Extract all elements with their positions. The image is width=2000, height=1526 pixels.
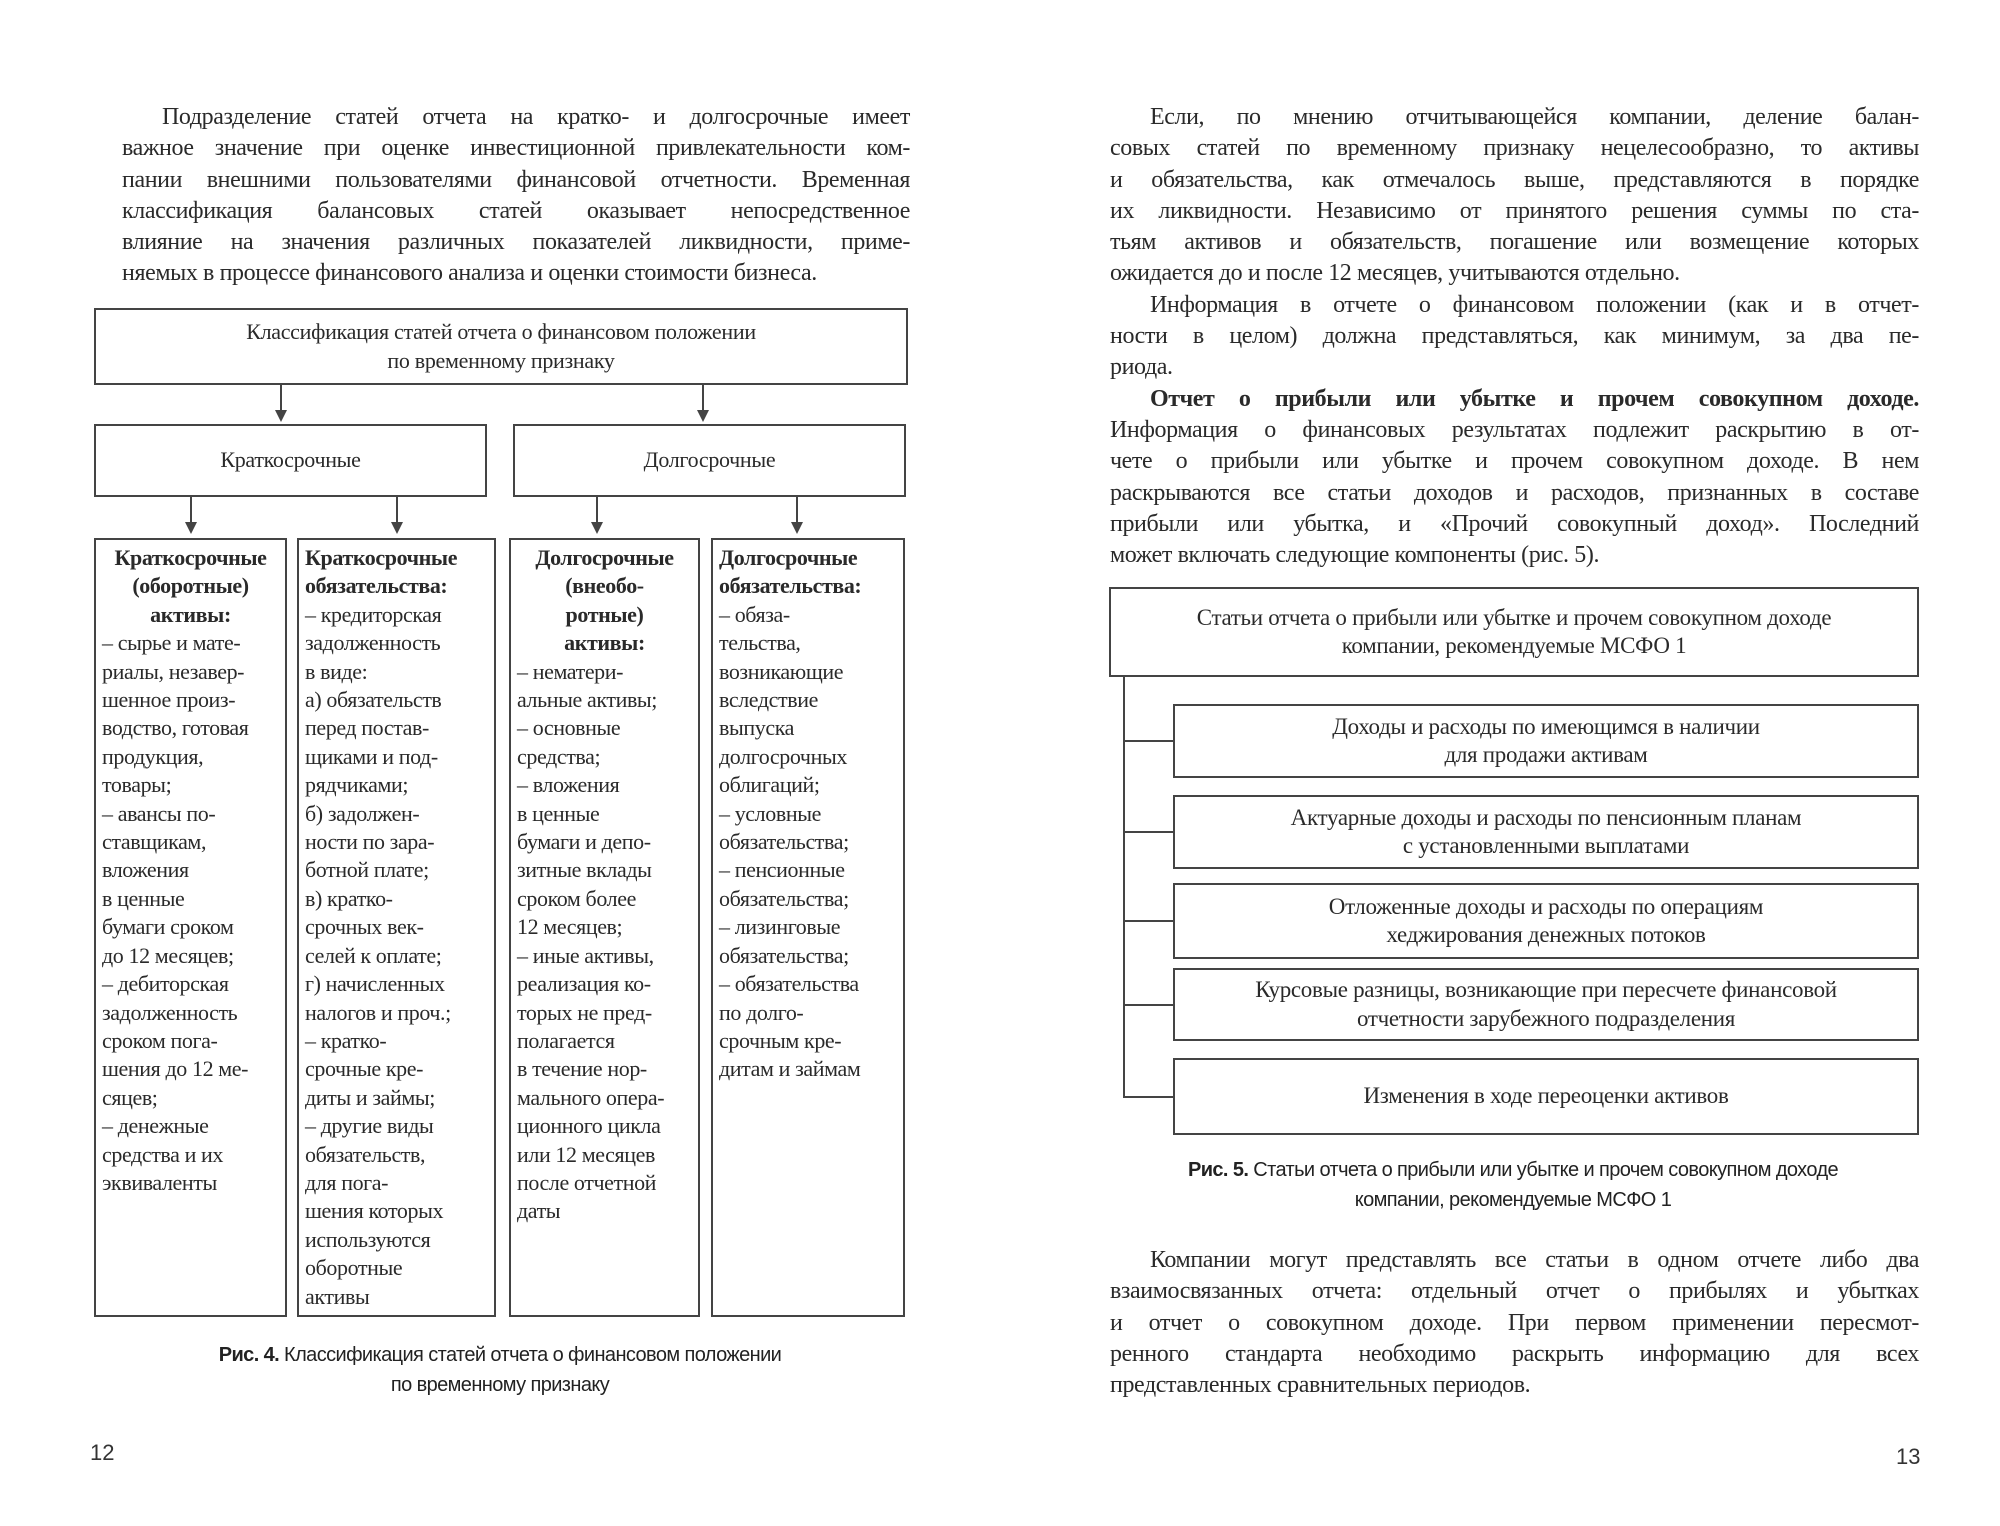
text-line: Компании могут представлять все статьи в одном отчете либо два [1150, 1247, 1919, 1273]
column-line: налогов и проч.; [305, 999, 451, 1025]
column-heading: Долгосрочные [719, 545, 858, 570]
connector-line [702, 385, 704, 412]
column-heading: обязательства: [305, 573, 448, 599]
text-line: важное значение при оценке инвестиционной привлекательности ком- [122, 135, 910, 162]
connector-line [1123, 740, 1173, 742]
column-line: – иные активы, [517, 942, 654, 968]
column-line: г) начисленных [305, 971, 445, 997]
classification-root-box [94, 308, 908, 385]
column-short-term-liabilities [297, 538, 496, 1317]
column-line: до 12 месяцев; [102, 942, 234, 968]
column-line: по долго- [719, 999, 804, 1025]
component-line: с установленными выплатами [1402, 833, 1690, 858]
column-line: ционного цикла [517, 1113, 661, 1139]
column-line: обязательства; [719, 829, 849, 855]
column-line: бумаги и депо- [517, 829, 651, 855]
column-line: срочные кре- [305, 1056, 424, 1082]
column-short-term-assets [94, 538, 287, 1317]
column-line: – вложения [517, 772, 620, 798]
text-line: чете о прибыли или убытке и прочем совокупном доходе. В нем [1110, 448, 1919, 475]
column-line: рядчиками; [305, 772, 409, 798]
column-line: – дебиторская [102, 971, 229, 997]
column-line: водство, готовая [102, 715, 249, 741]
column-line: в ценные [517, 800, 600, 826]
column-line: обязательства; [719, 942, 849, 968]
component-box [1173, 704, 1919, 778]
text-line: взаимосвязанных отчета: отдельный отчет о прибылях и убытках [1110, 1278, 1919, 1305]
column-line: мального опера- [517, 1084, 665, 1110]
column-line: селей к оплате; [305, 942, 442, 968]
column-line: сяцев; [102, 1084, 158, 1110]
column-line: возникающие [719, 658, 844, 684]
column-line: после отчетной [517, 1169, 657, 1195]
page-number: 12 [90, 1440, 115, 1465]
text-line: представленных сравнительных периодов. [1110, 1372, 1531, 1399]
arrow-down-icon [275, 410, 287, 422]
column-heading: (оборотные) [132, 573, 249, 599]
column-line: обязательства; [719, 885, 849, 911]
arrow-down-icon [185, 522, 197, 534]
column-line: диты и займы; [305, 1084, 435, 1110]
column-line: срочным кре- [719, 1027, 842, 1053]
caption-text: компании, рекомендуемые МСФО 1 [1354, 1189, 1672, 1211]
text-line: тьям активов и обязательств, погашение или возмещение которых [1110, 229, 1919, 256]
column-line: торых не пред- [517, 999, 652, 1025]
root-line: компании, рекомендуемые МСФО 1 [1341, 633, 1687, 658]
column-line: – основные [517, 715, 621, 741]
column-line: выпуска [719, 715, 795, 741]
column-line: б) задолжен- [305, 800, 420, 826]
column-line: срочных век- [305, 914, 424, 940]
section-heading: Отчет о прибыли или убытке и прочем совокупном доходе. [1150, 385, 1919, 412]
column-line: или 12 месяцев [517, 1141, 655, 1167]
root-line: Классификация статей отчета о финансовом положении [246, 319, 756, 345]
component-line: хеджирования денежных потоков [1386, 922, 1706, 947]
caption-text: Статьи отчета о прибыли или убытке и прочем совокупном доходе [1248, 1159, 1839, 1181]
column-line: – нематери- [517, 658, 624, 684]
connector-line [280, 385, 282, 412]
column-line: сроком пога- [102, 1027, 218, 1053]
income-statement-root-box [1109, 587, 1919, 677]
component-line: Актуарные доходы и расходы по пенсионным планам [1290, 804, 1802, 830]
arrow-down-icon [697, 410, 709, 422]
connector-line [1123, 1096, 1173, 1098]
text-line: влияние на значения различных показателей ликвидности, приме- [122, 229, 910, 256]
connector-line [796, 497, 798, 523]
column-line: а) обязательств [305, 687, 442, 713]
column-line: – кратко- [305, 1027, 387, 1053]
column-line: дитам и займам [719, 1056, 861, 1082]
closing-paragraph [1110, 1245, 1919, 1401]
text-line: Если, по мнению отчитывающейся компании, деление балан- [1150, 104, 1919, 130]
connector-line [396, 497, 398, 523]
connector-line [1123, 920, 1173, 922]
column-line: активы [305, 1283, 370, 1309]
column-line: перед постав- [305, 715, 429, 741]
connector-line [1123, 1004, 1173, 1006]
column-line: используются [305, 1226, 431, 1252]
column-line: щиками и под- [305, 743, 438, 769]
column-line: для пога- [305, 1169, 389, 1195]
connector-line [190, 497, 192, 523]
column-heading: активы: [150, 601, 231, 627]
text-line: Информация о финансовых результатах подлежит раскрытию в от- [1110, 416, 1919, 443]
column-line: альные активы; [517, 687, 658, 713]
caption-text: Классификация статей отчета о финансовом положении [279, 1344, 782, 1366]
text-line: няемых в процессе финансового анализа и оценки стоимости бизнеса. [122, 260, 817, 287]
intro-paragraph [122, 102, 910, 290]
short-term-box [94, 424, 487, 497]
column-line: вложения [102, 857, 189, 883]
text-line: ности в целом) должна представляться, как минимум, за два пе- [1110, 323, 1919, 350]
component-line: отчетности зарубежного подразделения [1356, 1005, 1736, 1031]
column-line: – обяза- [719, 601, 790, 627]
column-line: тельства, [719, 630, 801, 656]
text-line: может включать следующие компоненты (рис. 5). [1110, 542, 1600, 569]
text-line: раскрываются все статьи доходов и расходов, признанных в составе [1110, 479, 1919, 506]
component-box [1173, 883, 1919, 959]
column-line: в виде: [305, 658, 368, 684]
root-line: Статьи отчета о прибыли или убытке и прочем совокупном доходе [1196, 604, 1832, 630]
column-line: бумаги сроком [102, 914, 234, 940]
column-line: риалы, незавер- [102, 658, 245, 684]
column-line: задолженность [102, 999, 238, 1025]
text-line: прибыли или убытка, и «Прочий совокупный доход». Последний [1110, 510, 1919, 537]
column-line: даты [517, 1198, 561, 1224]
column-line: – обязательства [719, 971, 859, 997]
short-term-label: Краткосрочные [220, 447, 361, 473]
column-line: – лизинговые [719, 914, 841, 940]
arrow-down-icon [591, 522, 603, 534]
page-number: 13 [1896, 1444, 1921, 1469]
text-line: Подразделение статей отчета на кратко- и долгосрочные имеет [162, 104, 910, 130]
column-line: в) кратко- [305, 885, 393, 911]
long-term-label: Долгосрочные [643, 447, 776, 473]
column-line: – кредиторская [305, 601, 442, 627]
column-heading: Долгосрочные [535, 545, 674, 570]
component-line: Курсовые разницы, возникающие при пересчете финансовой [1255, 977, 1837, 1003]
text-line: ожидается до и после 12 месяцев, учитываются отдельно. [1110, 260, 1680, 287]
caption-label: Рис. 5. [1187, 1159, 1249, 1181]
column-line: в течение нор- [517, 1056, 647, 1082]
text-line: пании внешними пользователями финансовой отчетности. Временная [122, 166, 910, 193]
column-line: продукция, [102, 743, 204, 769]
column-line: – пенсионные [719, 857, 845, 883]
body-paragraphs [1110, 102, 1919, 571]
column-line: ботной плате; [305, 857, 429, 883]
column-line: товары; [102, 772, 172, 798]
long-term-box [513, 424, 906, 497]
arrow-down-icon [391, 522, 403, 534]
component-line: Изменения в ходе переоценки активов [1363, 1083, 1729, 1109]
arrow-down-icon [791, 522, 803, 534]
connector-line [1123, 831, 1173, 833]
column-line: облигаций; [719, 772, 820, 798]
text-line: и обязательства, как отмечалось выше, представляются в порядке [1110, 166, 1919, 193]
column-line: – денежные [102, 1113, 209, 1139]
column-line: сроком более [517, 885, 636, 911]
column-line: – другие виды [305, 1113, 434, 1139]
column-line: – условные [719, 800, 821, 826]
column-line: – сырье и мате- [102, 630, 241, 656]
column-line: средства; [517, 743, 601, 769]
text-line: Информация в отчете о финансовом положении (как и в отчет- [1150, 291, 1919, 318]
column-line: реализация ко- [517, 971, 651, 997]
component-box [1173, 795, 1919, 869]
column-line: шения до 12 ме- [102, 1056, 249, 1082]
column-heading: Краткосрочные [305, 545, 458, 570]
component-box [1173, 968, 1919, 1041]
component-box [1173, 1058, 1919, 1135]
column-heading: (внеобо- [565, 573, 644, 599]
text-line: риода. [1110, 354, 1173, 381]
column-line: в ценные [102, 885, 185, 911]
column-line: шенное произ- [102, 687, 236, 713]
component-line: Доходы и расходы по имеющимся в наличии [1332, 713, 1760, 739]
component-line: Отложенные доходы и расходы по операциям [1328, 893, 1764, 919]
column-line: ставщикам, [102, 829, 207, 855]
column-line: обязательств, [305, 1141, 426, 1167]
column-line: задолженность [305, 630, 441, 656]
figure-5-caption [1113, 1155, 1913, 1215]
column-long-term-liabilities [711, 538, 905, 1317]
text-line: их ликвидности. Независимо от принятого решения суммы по ста- [1110, 197, 1919, 224]
text-line: ренного стандарта необходимо раскрыть информацию для всех [1110, 1340, 1919, 1367]
text-line: совых статей по временному признаку нецелесообразно, то активы [1110, 135, 1919, 162]
column-heading: ротные) [565, 601, 644, 627]
root-line: по временному признаку [387, 347, 615, 373]
column-line: полагается [517, 1027, 615, 1053]
column-line: долгосрочных [719, 743, 847, 769]
column-line: эквиваленты [102, 1169, 217, 1195]
column-line: шения которых [305, 1198, 444, 1224]
column-line: средства и их [102, 1141, 224, 1167]
column-long-term-assets [509, 538, 700, 1317]
caption-text: по временному признаку [390, 1374, 610, 1396]
column-heading: обязательства: [719, 573, 862, 599]
text-line: классификация балансовых статей оказывает непосредственное [122, 197, 910, 224]
column-line: ности по зара- [305, 829, 435, 855]
column-line: 12 месяцев; [517, 914, 623, 940]
column-line: – авансы по- [102, 800, 216, 826]
column-heading: Краткосрочные [114, 545, 267, 570]
connector-line [596, 497, 598, 523]
column-line: оборотные [305, 1255, 403, 1281]
caption-label: Рис. 4. [218, 1344, 280, 1366]
column-line: вследствие [719, 687, 818, 713]
text-line: и отчет о совокупном доходе. При первом применении пересмот- [1110, 1309, 1919, 1336]
column-heading: активы: [564, 630, 645, 656]
column-line: зитные вклады [517, 857, 652, 883]
figure-4-caption [100, 1340, 900, 1400]
component-line: для продажи активам [1444, 742, 1648, 767]
